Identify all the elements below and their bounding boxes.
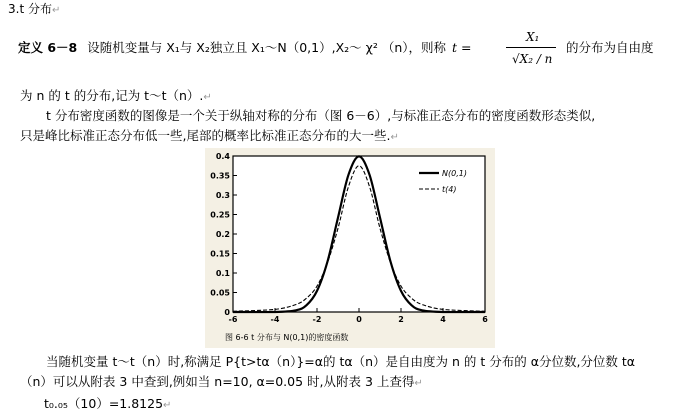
t-fraction <box>504 30 556 70</box>
x-tick-label: 4 <box>440 315 446 324</box>
plot-area <box>233 156 485 312</box>
fraction-numerator: X₁ <box>526 30 540 44</box>
definition-line-2: 为 n 的 t 的分布,记为 t～t（n）.↵ <box>20 88 212 103</box>
legend-label-normal: N(0,1) <box>442 169 467 178</box>
x-tick-label: 2 <box>398 315 404 324</box>
para2-line1: 当随机变量 t～t（n）时,称满足 P{t>tα（n）}=α的 tα（n）是自由度为 n 的 t 分布的 α分位数,分位数 tα <box>46 354 636 369</box>
legend-label-t4: t(4) <box>442 185 457 194</box>
para1-line1: t 分布密度函数的图像是一个关于纵轴对称的分布（图 6－6）,与标准正态分布的密度函数形态类似, <box>46 108 596 123</box>
y-tick-label: 0.15 <box>210 249 230 259</box>
x-tick-label: -2 <box>312 315 322 324</box>
x-tick-label: 6 <box>482 315 488 324</box>
t-equals: t = <box>452 40 472 55</box>
y-tick-label: 0.35 <box>210 171 230 181</box>
para1-line2: 只是峰比标准正态分布低一些,尾部的概率比标准正态分布的大一些.↵ <box>20 128 399 143</box>
definition-text-b: 的分布为自由度 <box>566 40 654 55</box>
y-tick-label: 0.2 <box>215 230 230 239</box>
figure-caption: 图 6-6 t 分布与 N(0,1)的密度函数 <box>225 333 349 342</box>
x-tick-label: -4 <box>270 315 280 324</box>
y-tick-label: 0.4 <box>215 152 230 161</box>
definition-text-a: 设随机变量与 X₁与 X₂独立且 X₁～N（0,1）,X₂～ χ² （n），则称 <box>87 40 447 55</box>
x-tick-label: -6 <box>228 315 238 324</box>
fraction-bar <box>506 47 556 48</box>
x-tick-label: 0 <box>356 315 362 324</box>
definition-line <box>18 38 471 56</box>
y-tick-label: 0.1 <box>215 269 230 278</box>
y-tick-label: 0.3 <box>215 191 230 200</box>
y-tick-label: 0.25 <box>210 210 230 220</box>
para2-line2: （n）可以从附表 3 中查到,例如当 n=10, α=0.05 时,从附表 3 上查得↵ <box>20 374 423 389</box>
section-heading: 3.t 分布↵ <box>8 2 61 16</box>
fraction-denominator: √X₂ / n <box>512 52 553 66</box>
y-tick-label: 0.05 <box>210 288 230 298</box>
y-tick-label: 0 <box>224 308 230 317</box>
density-chart <box>205 148 495 348</box>
figure-6-6 <box>205 148 495 348</box>
definition-label: 定义 6－8 <box>18 40 78 55</box>
para2-line3: t₀.₀₅（10）=1.8125↵ <box>44 396 172 411</box>
